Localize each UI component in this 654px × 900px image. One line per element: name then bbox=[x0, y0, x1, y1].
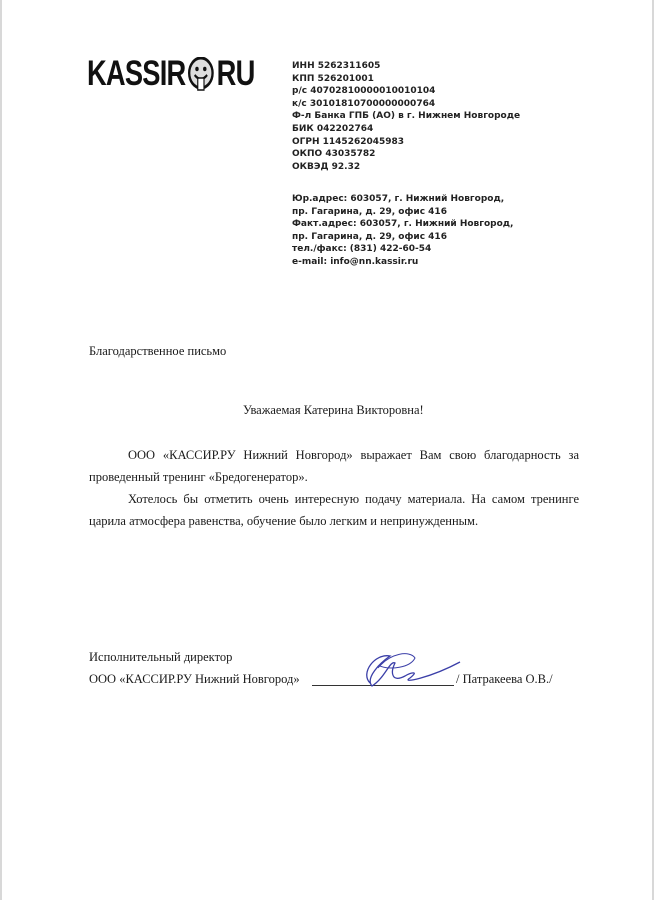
company-requisites bbox=[292, 60, 520, 173]
handwritten-signature bbox=[350, 648, 465, 693]
address-line: Факт.адрес: 603057, г. Нижний Новгород, bbox=[292, 219, 514, 230]
salutation: Уважаемая Катерина Викторовна! bbox=[243, 403, 424, 417]
smiley-ticket-icon bbox=[188, 57, 215, 91]
requisite-line: р/с 40702810000010010104 bbox=[292, 86, 436, 97]
signer-name: / Патракеева О.В./ bbox=[456, 672, 553, 686]
requisite-line: ИНН 5262311605 bbox=[292, 61, 381, 71]
kassir-logo bbox=[87, 52, 255, 96]
logo-text-right: RU bbox=[216, 54, 255, 93]
scan-edge-left bbox=[0, 0, 2, 900]
signer-title: Исполнительный директор bbox=[89, 650, 233, 664]
company-addresses bbox=[292, 193, 513, 269]
requisite-line: ОКВЭД 92.32 bbox=[292, 161, 361, 172]
body-paragraph: Хотелось бы отметить очень интересную подачу материала. На самом тренинге царила атмосфера равенства, обучение было легким и непринужденным. bbox=[89, 492, 579, 528]
requisite-line: КПП 526201001 bbox=[292, 73, 374, 84]
address-line: Юр.адрес: 603057, г. Нижний Новгород, bbox=[292, 194, 505, 204]
requisite-line: Ф-л Банка ГПБ (АО) в г. Нижнем Новгороде bbox=[292, 111, 521, 122]
body-paragraph: ООО «КАССИР.РУ Нижний Новгород» выражает Вам свою благодарность за проведенный тренинг «Бредогенератор». bbox=[89, 448, 579, 484]
requisite-line: БИК 042202764 bbox=[292, 123, 374, 134]
letter-type: Благодарственное письмо bbox=[89, 344, 227, 358]
logo-text-left: KASSIR bbox=[87, 54, 186, 93]
requisite-line: к/с 30101810700000000764 bbox=[292, 98, 436, 109]
address-line: пр. Гагарина, д. 29, офис 416 bbox=[292, 206, 447, 217]
address-line: пр. Гагарина, д. 29, офис 416 bbox=[292, 231, 447, 242]
address-line: e-mail: info@nn.kassir.ru bbox=[292, 256, 419, 267]
requisite-line: ОКПО 43035782 bbox=[292, 149, 376, 160]
address-line: тел./факс: (831) 422-60-54 bbox=[292, 244, 432, 255]
requisite-line: ОГРН 1145262045983 bbox=[292, 136, 405, 147]
signer-org: ООО «КАССИР.РУ Нижний Новгород» bbox=[89, 672, 300, 686]
